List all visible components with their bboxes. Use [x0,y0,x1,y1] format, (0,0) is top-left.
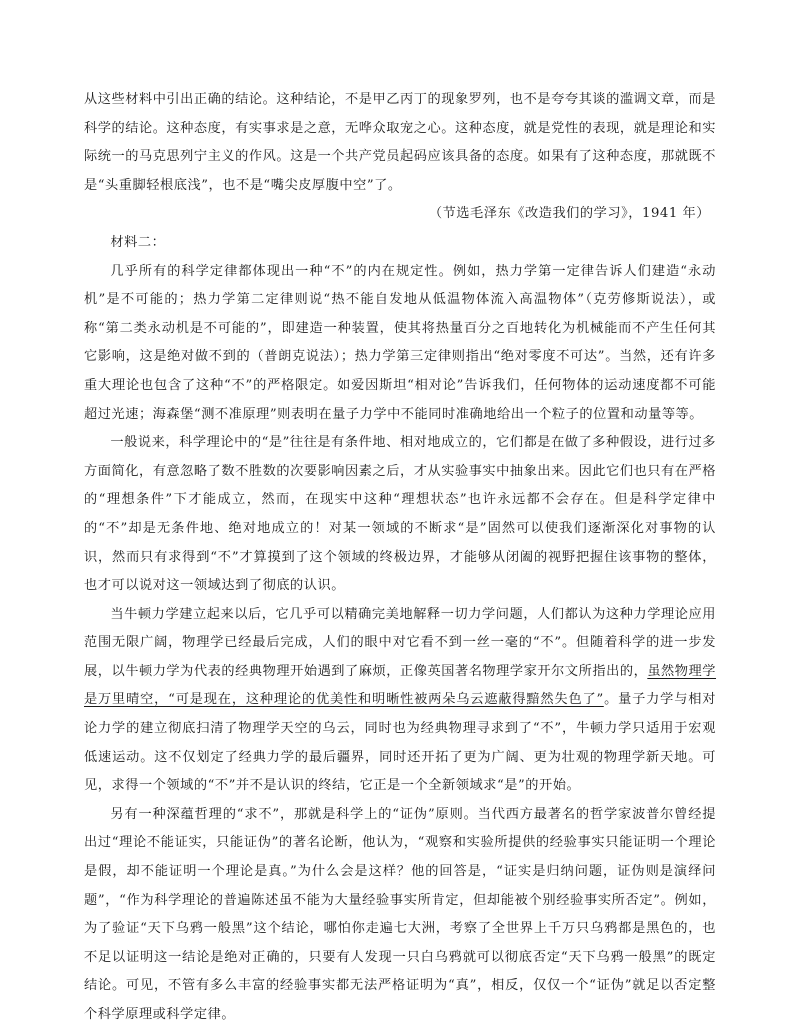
material2-label: 材料二： [110,234,166,250]
material2-paragraph-2: 一般说来，科学理论中的“是”往往是有条件地、相对地成立的，它们都是在做了多种假设，进行过多方面简化，有意忽略了数不胜数的次要影响因素之后，才从实验事实中抽象出来。因此它们也只有在严格的“理想条件”下才能成立，然而，在现实中这种“理想状态”也许永远都不会存在。但是科学定律中的“不”却是无条件地、绝对地成立的！对某一领域的不断求“是”固然可以使我们逐渐深化对事物的认识，然而只有求得到“不”才算摸到了这个领域的终极边界，才能够从闭阖的视野把握住该事物的整体，也才可以说对这一领域达到了彻底的认识。 [84,435,716,594]
paragraph-3-text-after: 。量子力学与相对论力学的建立彻底扫清了物理学天空的乌云，同时也为经典物理寻求到了“不”，牛顿力学只适用于宏观低速运动。这不仅划定了经典力学的最后疆界，同时还开拓了更为广阔、更为壮观的物理学新天地。可见，求得一个领域的“不”并不是认识的终结，它正是一个全新领域求“是”的开始。 [84,692,716,794]
material2-paragraph-1: 几乎所有的科学定律都体现出一种“不”的内在规定性。例如，热力学第一定律告诉人们建造“永动机”是不可能的；热力学第二定律则说“热不能自发地从低温物体流入高温物体”（克劳修斯说法），或称“第二类永动机是不可能的”，即建造一种装置，使其将热量百分之百地转化为机械能而不产生任何其它影响，这是绝对做不到的（普朗克说法）；热力学第三定律则指出“绝对零度不可达”。当然，还有许多重大理论也包含了这种“不”的严格限定。如爱因斯坦“相对论”告诉我们，任何物体的运动速度都不可能超过光速；海森堡“测不准原理”则表明在量子力学中不能同时准确地给出一个粒子的位置和动量等等。 [84,263,716,422]
material2-paragraph-3 [84,601,716,801]
paragraph-3-text-before: 当牛顿力学建立起来以后，它几乎可以精确完美地解释一切力学问题，人们都认为这种力学理论应用范围无限广阔，物理学已经最后完成，人们的眼中对它看不到一丝一毫的“不”。但随着科学的进一步发展，以牛顿力学为代表的经典物理开始遇到了麻烦，正像英国著名物理学家开尔文所指出的， [84,606,716,679]
material1-paragraph-tail: 从这些材料中引出正确的结论。这种结论，不是甲乙丙丁的现象罗列，也不是夸夸其谈的滥调文章，而是科学的结论。这种态度，有实事求是之意，无哗众取宠之心。这种态度，就是党性的表现，就是理论和实际统一的马克思列宁主义的作风。这是一个共产党员起码应该具备的态度。如果有了这种态度，那就既不是“头重脚轻根底浅”，也不是“嘴尖皮厚腹中空”了。 [84,92,716,193]
material2-paragraph-4: 另有一种深蕴哲理的“求不”，那就是科学上的“证伪”原则。当代西方最著名的哲学家波普尔曾经提出过“理论不能证实，只能证伪”的著名论断，他认为，“观察和实验所提供的经验事实只能证明一个理论是假，却不能证明一个理论是真。”为什么会是这样？他的回答是，“证实是归纳问题，证伪则是演绎问题”，“作为科学理论的普遍陈述虽不能为大量经验事实所肯定，但却能被个别经验事实所否定”。例如，为了验证“天下乌鸦一般黑”这个结论，哪怕你走遍七大洲，考察了全世界上千万只乌鸦都是黑色的，也不足以证明这一结论是绝对正确的，只要有人发现一只白乌鸦就可以彻底否定“天下乌鸦一般黑”的既定结论。可见，不管有多么丰富的经验事实都无法严格证明为“真”，相反，仅仅一个“证伪”就足以否定整个科学原理或科学定律。 [84,806,716,1022]
underlined-quote: 虽然物理学是万里晴空，“可是现在，这种理论的优美性和明晰性被两朵乌云遮蔽得黯然失色了” [84,663,717,708]
article-body [84,86,716,1030]
material1-source: （节选毛泽东《改造我们的学习》，1941 年） [428,206,710,222]
